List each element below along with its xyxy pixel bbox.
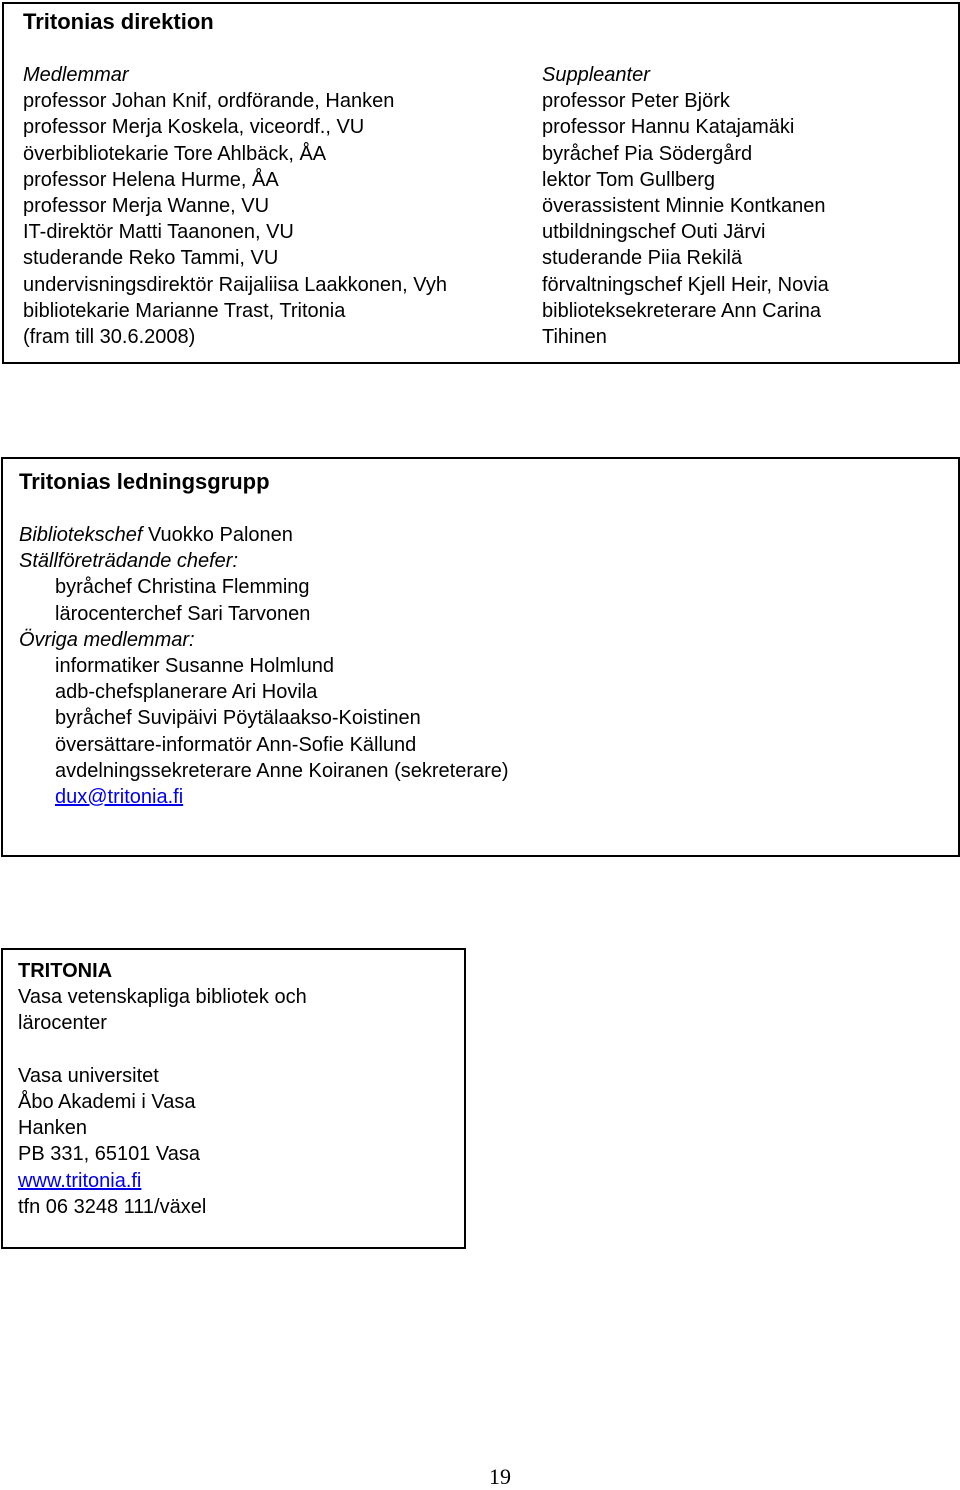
contact-list — [18, 958, 307, 1220]
deputy-chief-item: byråchef Christina Flemming — [55, 576, 310, 599]
direktion-box — [2, 2, 960, 364]
deputy-chief-item: lärocenterchef Sari Tarvonen — [55, 602, 311, 625]
email-line — [19, 784, 509, 810]
member-item: (fram till 30.6.2008) — [23, 325, 196, 348]
deputies-column — [542, 62, 829, 350]
member-item: överbibliotekarie Tore Ahlbäck, ÅA — [23, 142, 327, 165]
member-item: professor Merja Koskela, viceordf., VU — [23, 116, 365, 139]
chief-name: Vuokko Palonen — [142, 524, 293, 546]
ledningsgrupp-title: Tritonias ledningsgrupp — [19, 469, 270, 494]
chief-role: Bibliotekschef — [19, 524, 143, 546]
deputy-item: professor Hannu Katajamäki — [542, 116, 795, 139]
deputy-item: Tihinen — [542, 325, 607, 348]
member-item: bibliotekarie Marianne Trast, Tritonia — [23, 299, 346, 322]
deputy-item: lektor Tom Gullberg — [542, 168, 716, 191]
email-link[interactable]: dux@tritonia.fi — [55, 785, 184, 808]
ledningsgrupp-box — [1, 457, 960, 857]
contact-name: TRITONIA — [18, 960, 113, 982]
deputy-item: överassistent Minnie Kontkanen — [542, 194, 826, 217]
address-line: Åbo Akademi i Vasa — [18, 1090, 196, 1113]
other-member-item: översättare-informatör Ann-Sofie Källund — [55, 733, 417, 756]
chief-line — [19, 522, 509, 548]
address-line: PB 331, 65101 Vasa — [18, 1143, 200, 1166]
other-member-item: byråchef Suvipäivi Pöytälaakso-Koistinen — [55, 707, 421, 730]
members-heading: Medlemmar — [23, 64, 129, 86]
other-member-item: adb-chefsplanerare Ari Hovila — [55, 681, 318, 704]
contact-box — [1, 948, 466, 1249]
member-item: professor Johan Knif, ordförande, Hanken — [23, 90, 395, 113]
address-line: Vasa universitet — [18, 1064, 159, 1087]
deputy-item: utbildningschef Outi Järvi — [542, 221, 766, 244]
deputy-item: byråchef Pia Södergård — [542, 142, 753, 165]
website-line — [18, 1168, 307, 1194]
other-member-item: avdelningssekreterare Anne Koiranen (sekreterare) — [55, 759, 509, 782]
member-item: professor Helena Hurme, ÅA — [23, 168, 279, 191]
deputy-item: professor Peter Björk — [542, 90, 730, 113]
member-item: professor Merja Wanne, VU — [23, 194, 270, 217]
page-number: 19 — [489, 1464, 511, 1489]
contact-spacer — [18, 1037, 307, 1063]
direktion-title: Tritonias direktion — [23, 9, 214, 34]
other-member-item: informatiker Susanne Holmlund — [55, 654, 335, 677]
address-line: Hanken — [18, 1117, 87, 1140]
member-item: undervisningsdirektör Raijaliisa Laakkonen, Vyh — [23, 273, 447, 296]
contact-subtitle: lärocenter — [18, 1012, 107, 1035]
ledningsgrupp-list — [19, 522, 509, 810]
deputy-chiefs-heading: Ställföreträdande chefer: — [19, 550, 239, 573]
other-members-heading: Övriga medlemmar: — [19, 628, 195, 651]
deputies-heading: Suppleanter — [542, 64, 650, 86]
phone-line: tfn 06 3248 111/växel — [18, 1195, 207, 1218]
deputy-item: förvaltningschef Kjell Heir, Novia — [542, 273, 829, 296]
deputy-item: studerande Piia Rekilä — [542, 247, 743, 270]
contact-subtitle: Vasa vetenskapliga bibliotek och — [18, 986, 307, 1009]
deputy-item: biblioteksekreterare Ann Carina — [542, 299, 822, 322]
member-item: studerande Reko Tammi, VU — [23, 247, 279, 270]
website-link[interactable]: www.tritonia.fi — [18, 1169, 142, 1192]
members-column — [23, 62, 447, 350]
member-item: IT-direktör Matti Taanonen, VU — [23, 221, 294, 244]
